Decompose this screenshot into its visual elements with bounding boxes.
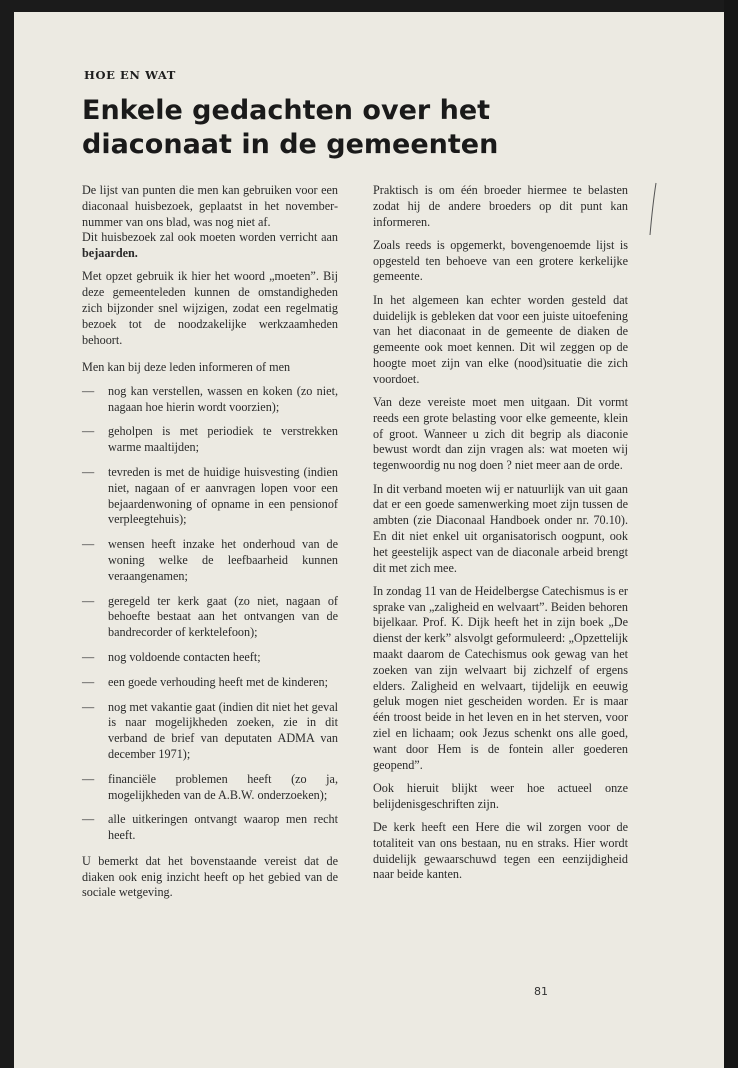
left-column bbox=[82, 183, 338, 909]
list-item bbox=[82, 650, 338, 666]
paragraph-moeten: Met opzet gebruik ik hier het woord „moeten”. Bij deze gemeenteleden kunnen de omstandigheden zich bijzonder snel wijzigen, zodat een regelmatig bezoek tot de noodzakelijke werkzaamheden behoort. bbox=[82, 269, 338, 347]
paragraph: In dit verband moeten wij er natuurlijk van uit gaan dat er een goede samenwerking moet zijn tussen de ambten (zie Diaconaal Handboek onder nr. 70.10). En dit niet enkel uit organisatorisch oogpunt, ook het geestelijk aspect van de diaconale arbeid brengt dit met zich mee. bbox=[373, 481, 628, 575]
list-item bbox=[82, 465, 338, 528]
list-item-text: financiële problemen heeft (zo ja, mogelijkheden van de A.B.W. onderzoeken); bbox=[108, 771, 338, 802]
list-item-text: nog voldoende contacten heeft; bbox=[108, 649, 261, 664]
dash-bullet: — bbox=[82, 649, 95, 664]
list-item bbox=[82, 812, 338, 844]
list-item bbox=[82, 675, 338, 691]
paragraph-informeren: Men kan bij deze leden informeren of men bbox=[82, 360, 291, 375]
paragraph: Ook hieruit blijkt weer hoe actueel onze belijdenisgeschriften zijn. bbox=[373, 780, 628, 811]
dash-bullet: — bbox=[82, 424, 95, 439]
page-number: 81 bbox=[534, 985, 548, 998]
right-column bbox=[373, 183, 628, 891]
section-kicker: HOE EN WAT bbox=[84, 68, 176, 82]
dash-bullet: — bbox=[82, 383, 95, 398]
dash-bullet: — bbox=[82, 537, 95, 552]
list-item-text: nog kan verstellen, wassen en koken (zo niet, nagaan hoe hierin wordt voorzien); bbox=[108, 383, 338, 414]
list-item-text: geholpen is met periodiek te verstrekken warme maaltijden; bbox=[108, 424, 338, 455]
intro-paragraph-2 bbox=[82, 230, 338, 262]
title-line-1: Enkele gedachten over het bbox=[82, 95, 491, 126]
intro-paragraph: De lijst van punten die men kan gebruiken voor een diaconaal huisbezoek, geplaatst in het november-nummer van ons blad, was nog niet af. bbox=[82, 183, 338, 229]
dash-bullet: — bbox=[82, 593, 95, 608]
list-item bbox=[82, 424, 338, 456]
list-item bbox=[82, 537, 338, 584]
list-item bbox=[82, 772, 338, 804]
list-item bbox=[82, 594, 338, 641]
dash-bullet: — bbox=[82, 464, 95, 479]
paragraph: De kerk heeft een Here die wil zorgen voor de totaliteit van ons bestaan, nu en straks. Hier wordt duidelijk gewaarschuwd tegen een eenzijdigheid naar beide kanten. bbox=[373, 819, 628, 882]
scan-border bbox=[724, 0, 738, 1068]
paragraph: Praktisch is om één broeder hiermee te belasten zodat hij de andere broeders op dit punt kan informeren. bbox=[373, 183, 628, 229]
list-item bbox=[82, 700, 338, 763]
list-item-text: wensen heeft inzake het onderhoud van de woning welke de leefbaarheid kunnen veraangenamen; bbox=[108, 537, 338, 583]
list-item bbox=[82, 384, 338, 416]
list-item-text: alle uitkeringen ontvangt waarop men recht heeft. bbox=[108, 812, 338, 843]
list-item-text: tevreden is met de huidige huisvesting (indien niet, nagaan of er aanvragen lopen voor een bejaardenwoning of opname in een pensionof verpleegtehuis); bbox=[108, 464, 338, 527]
paragraph: Van deze vereiste moet men uitgaan. Dit vormt reeds een grote belasting voor elke gemeente, klein of groot. Wanneer u zich dit begrip als diaconie bewust wordt dan zijn vragen als: wat moeten wij tegenwoordig nu nog doen ? niet meer aan de orde. bbox=[373, 395, 628, 473]
title-line-2: diaconaat in de gemeenten bbox=[82, 129, 499, 160]
intro-text: Dit huisbezoek zal ook moeten worden verricht aan bbox=[82, 230, 338, 245]
checklist bbox=[82, 384, 338, 844]
list-item-text: nog met vakantie gaat (indien dit niet het geval is naar mogelijkheden zoeken, zie in dit verband de brief van deputaten ADMA van december 1971); bbox=[108, 699, 338, 761]
paragraph: In het algemeen kan echter worden gesteld dat duidelijk is gebleken dat voor een juiste uitoefening van het diaconaat in de gemeente de diaken de gemeente ook moet kennen. Dit wil zeggen op de hoogte moet zijn van elke (nood)situatie die zich voordoet. bbox=[373, 292, 628, 386]
intro-bold-word: bejaarden. bbox=[82, 246, 138, 261]
list-item-text: geregeld ter kerk gaat (zo niet, nagaan of behoefte bestaat aan het ontvangen van de bandrecorder of kerktelefoon); bbox=[108, 593, 338, 640]
dash-bullet: — bbox=[82, 771, 95, 786]
pencil-mark bbox=[648, 182, 658, 236]
closing-paragraph: U bemerkt dat het bovenstaande vereist dat de diaken ook enig inzicht heeft op het gebied van de sociale wetgeving. bbox=[82, 853, 338, 900]
paragraph: In zondag 11 van de Heidelbergse Catechismus is er sprake van „zaligheid en welvaart”. Beiden behoren bijelkaar. Prof. K. Dijk heeft het in zijn boek „De dienst der kerk” alsvolgt geformuleerd: „Opzettelijk maakt daarom de Catechismus ook gewag van het zoeken van zijn welvaart bij zichzelf of ergens elders. Zaligheid en welvaart, tijdelijk en eeuwig geluk mogen niet gescheiden worden. Er is maar één troost beide in het leven en in het sterven, voor ziel en lichaam; ook Jezus schenkt ons alle goed, want door Hem is de fontein aller goederen geopend”. bbox=[373, 583, 628, 772]
list-item-text: een goede verhouding heeft met de kinderen; bbox=[108, 674, 328, 689]
dash-bullet: — bbox=[82, 699, 95, 714]
dash-bullet: — bbox=[82, 812, 95, 827]
article-title bbox=[82, 94, 642, 162]
paragraph: Zoals reeds is opgemerkt, bovengenoemde lijst is opgesteld ten behoeve van een grotere kerkelijke gemeente. bbox=[373, 237, 628, 284]
dash-bullet: — bbox=[82, 674, 95, 689]
